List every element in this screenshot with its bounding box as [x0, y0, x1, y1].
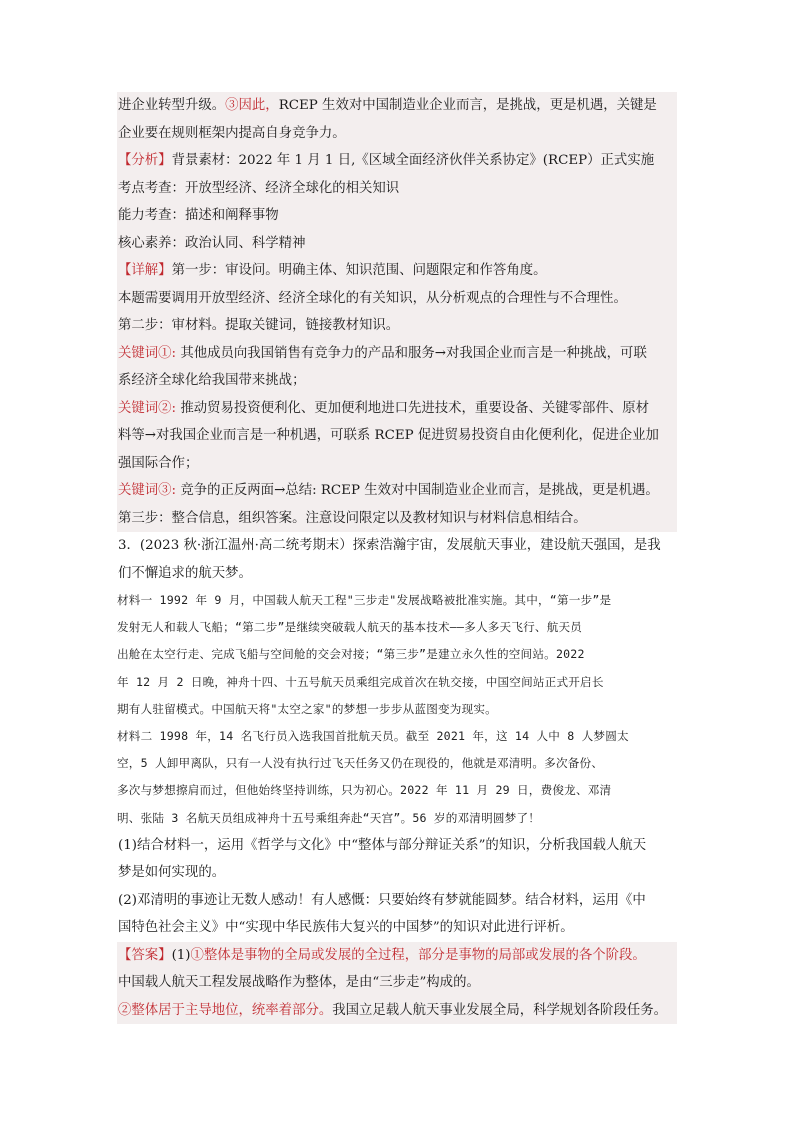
highlighted-text: 关键词②: — [118, 400, 181, 416]
highlighted-text: 【详解】 — [118, 263, 172, 278]
part1-line — [117, 120, 677, 148]
body-text: 中国载人航天工程发展战略作为整体，是由“三步走”构成的。 — [118, 975, 480, 991]
body-text: 本题需要调用开放型经济、经济全球化的有关知识，从分析观点的合理性与不合理性。 — [118, 290, 627, 306]
question-line: 们不懈追求的航天梦。 — [118, 565, 252, 581]
body-text: 考点考查：开放型经济、经济全球化的相关知识 — [118, 180, 400, 196]
part1-line — [117, 147, 677, 175]
part1-line — [117, 230, 677, 258]
answer-block — [117, 942, 677, 1025]
body-text: 料等→对我国企业而言是一种机遇，可联系 RCEP 促进贸易投资自由化便利化，促进企业加 — [118, 428, 659, 443]
body-text: 其他成员向我国销售有竞争力的产品和服务→对我国企业而言是一种挑战，可联 — [180, 345, 647, 361]
answer-line — [117, 969, 677, 997]
material-line: 材料二 1998 年，14 名飞行员入选我国首批航天员。截至 2021 年，这 14 人中 8 人梦圆太 — [117, 729, 629, 744]
material-line: 多次与梦想擦肩而过，但他始终坚持训练，只为初心。2022 年 11 月 29 日，费俊龙、邓清 — [117, 783, 612, 798]
body-text: (1) — [171, 947, 191, 963]
part1-line — [117, 175, 677, 203]
material-line: 年 12 月 2 日晚，神舟十四、十五号航天员乘组完成首次在轨交接，中国空间站正式开启长 — [117, 674, 604, 689]
material-line: 发射无人和载人飞船；“第二步”是继续突破载人航天的基本技术——多人多天飞行、航天员 — [117, 620, 583, 635]
material-line: 材料一 1992 年 9 月，中国载人航天工程"三步走"发展战略被批准实施。其中，“第一步”是 — [117, 593, 612, 607]
part1-line — [117, 92, 677, 120]
body-text: 第二步：审材料。提取关键词，链接教材知识。 — [118, 318, 400, 333]
body-text: 推动贸易投资便利化、更加便利地进口先进技术，重要设备、关键零部件、原材 — [180, 400, 650, 416]
part1-line — [117, 450, 677, 478]
part1-line — [117, 202, 677, 230]
sub-questions — [117, 832, 677, 942]
body-text: 我国立足载人航天事业发展全局，科学规划各阶段任务。 — [332, 1002, 668, 1018]
body-text: 第一步：审设问。明确主体、知识范围、问题限定和作答角度。 — [171, 263, 547, 278]
highlighted-text: 关键词③: — [118, 483, 181, 498]
sub-question-line: (2)邓清明的事迹让无数人感动！有人感慨：只要始终有梦就能圆梦。结合材料，运用《中 — [118, 892, 646, 908]
body-text: 系经济全球化给我国带来挑战； — [118, 373, 306, 388]
highlighted-text: ②整体居于主导地位，统率着部分。 — [118, 1002, 333, 1018]
material-line: 空，5 人卸甲离队，只有一人没有执行过飞天任务又仍在现役的，他就是邓清明。多次备份、 — [117, 756, 604, 771]
part1-line — [117, 312, 677, 340]
part1-line — [117, 505, 677, 533]
analysis-block — [117, 92, 677, 532]
sub-question-line: (1)结合材料一，运用《哲学与文化》中“整体与部分辩证关系”的知识，分析我国载人航天 — [118, 837, 647, 853]
answer-line — [117, 997, 677, 1025]
part1-line — [117, 367, 677, 395]
part1-line — [117, 257, 677, 285]
part1-line — [117, 395, 677, 423]
material-line: 明、张陆 3 名航天员组成神舟十五号乘组奔赴“天宫”。56 岁的邓清明圆梦了！ — [117, 810, 541, 825]
highlighted-text: ①整体是事物的全局或发展的全过程，部分是事物的局部或发展的各个阶段。 — [190, 947, 646, 963]
body-text: 背景素材：2022 年 1 月 1 日,《区域全面经济伙伴关系协定》(RCEP）正式实施 — [171, 153, 655, 168]
highlighted-text: ③因此， — [225, 98, 279, 113]
body-text: 第三步：整合信息，组织答案。注意设问限定以及教材知识与材料信息相结合。 — [118, 510, 587, 526]
body-text: 进企业转型升级。 — [118, 98, 226, 113]
question-3-stem — [117, 532, 677, 587]
sub-question-line: 梦是如何实现的。 — [118, 865, 226, 881]
part1-line — [117, 340, 677, 368]
part1-line — [117, 422, 677, 450]
part1-line — [117, 477, 677, 505]
answer-line — [117, 942, 677, 970]
body-text: RCEP 生效对中国制造业企业而言，是挑战，更是机遇，关键是 — [278, 98, 657, 113]
body-text: 企业要在规则框架内提高自身竞争力。 — [118, 125, 346, 141]
part1-line — [117, 285, 677, 313]
body-text: 能力考查：描述和阐释事物 — [118, 208, 279, 223]
body-text: 竞争的正反两面→总结: RCEP 生效对中国制造业企业而言，是挑战，更是机遇。 — [180, 483, 659, 498]
material-line: 出舱在太空行走、完成飞船与空间舱的交会对接；“第三步”是建立永久性的空间站。2022 — [117, 647, 585, 662]
body-text: 核心素养：政治认同、科学精神 — [118, 235, 306, 251]
sub-question-line: 国特色社会主义》中“实现中华民族伟大复兴的中国梦”的知识对此进行评析。 — [118, 920, 574, 936]
highlighted-text: 【分析】 — [118, 153, 172, 168]
materials-block — [117, 587, 677, 832]
material-line: 期有人驻留模式。中国航天将"太空之家"的梦想一步步从蓝图变为现实。 — [117, 701, 497, 716]
highlighted-text: 关键词①: — [118, 345, 181, 361]
question-line: 3．(2023 秋·浙江温州·高二统考期末）探索浩瀚宇宙，发展航天事业，建设航天强国，是我 — [118, 538, 661, 553]
highlighted-text: 【答案】 — [118, 947, 172, 963]
document-page — [117, 92, 677, 1024]
body-text: 强国际合作； — [118, 455, 199, 471]
